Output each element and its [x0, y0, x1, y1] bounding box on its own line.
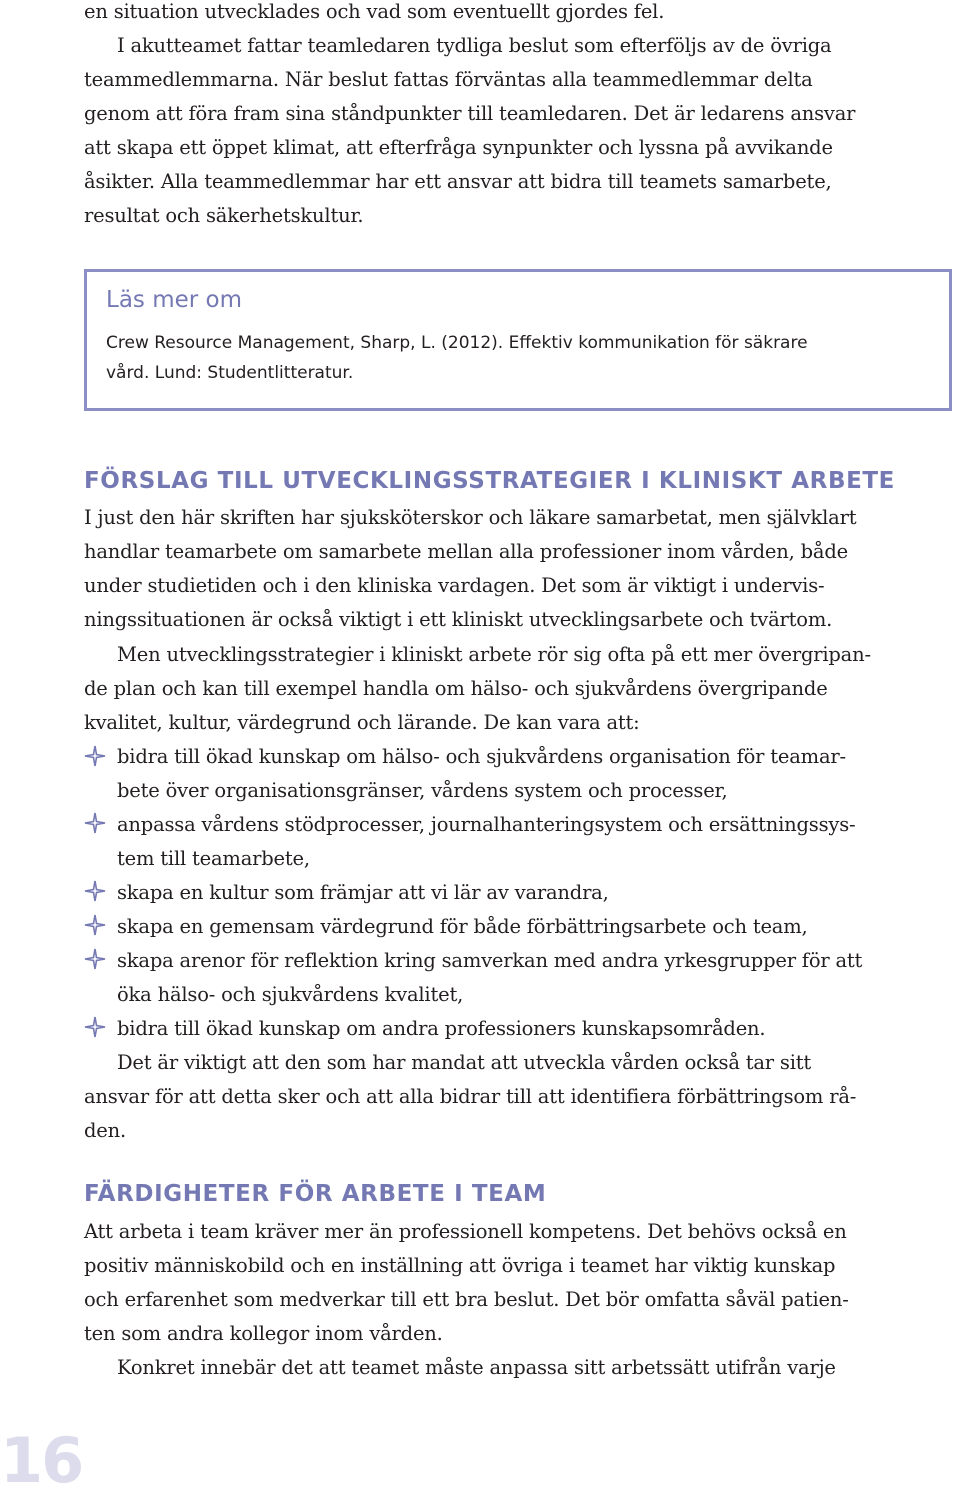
sparkle-bullet-icon [84, 1016, 106, 1038]
bullet-text: skapa en gemensam värdegrund för både förbättringsarbete och team, [117, 915, 808, 938]
sparkle-bullet-icon [84, 812, 106, 834]
intro-line: genom att föra fram sina ståndpunkter till teamledaren. Det är ledarens ansvar [84, 102, 856, 125]
paragraph-line: de plan och kan till exempel handla om hälso- och sjukvårdens övergripande [84, 677, 828, 700]
read-more-reference: Crew Resource Management, Sharp, L. (2012). Effektiv kommunikation för säkrare [106, 333, 808, 353]
bullet-text: bete över organisationsgränser, vårdens system och processer, [117, 779, 728, 802]
page-number: 16 [0, 1424, 83, 1497]
section-heading: FÖRSLAG TILL UTVECKLINGSSTRATEGIER I KLINISKT ARBETE [84, 468, 895, 494]
bullet-text: anpassa vårdens stödprocesser, journalhanteringsystem och ersättningssys- [117, 813, 856, 836]
sparkle-bullet-icon [84, 880, 106, 902]
paragraph-line: Att arbeta i team kräver mer än professionell kompetens. Det behövs också en [84, 1220, 847, 1243]
intro-line: resultat och säkerhetskultur. [84, 204, 364, 227]
read-more-title: Läs mer om [106, 287, 243, 313]
sparkle-bullet-icon [84, 745, 106, 767]
paragraph-line: ningssituationen är också viktigt i ett kliniskt utvecklingsarbete och tvärtom. [84, 608, 833, 631]
bullet-text: tem till teamarbete, [117, 847, 310, 870]
paragraph-line: Konkret innebär det att teamet måste anpassa sitt arbetssätt utifrån varje [117, 1356, 836, 1379]
intro-line: att skapa ett öppet klimat, att efterfråga synpunkter och lyssna på avvikande [84, 136, 833, 159]
intro-line: en situation utvecklades och vad som eventuellt gjordes fel. [84, 0, 665, 23]
paragraph-line: Det är viktigt att den som har mandat att utveckla vården också tar sitt [117, 1051, 812, 1074]
paragraph-line: under studietiden och i den kliniska vardagen. Det som är viktigt i undervis- [84, 574, 825, 597]
paragraph-line: och erfarenhet som medverkar till ett bra beslut. Det bör omfatta såväl patien- [84, 1288, 849, 1311]
bullet-text: öka hälso- och sjukvårdens kvalitet, [117, 983, 464, 1006]
paragraph-line: ansvar för att detta sker och att alla bidrar till att identifiera förbättringsom rå- [84, 1085, 857, 1108]
bullet-text: bidra till ökad kunskap om andra professioners kunskapsområden. [117, 1017, 766, 1040]
sparkle-bullet-icon [84, 948, 106, 970]
paragraph-line: I just den här skriften har sjuksköterskor och läkare samarbetat, men självklart [84, 506, 857, 529]
paragraph-line: handlar teamarbete om samarbete mellan alla professioner inom vården, både [84, 540, 848, 563]
bullet-text: bidra till ökad kunskap om hälso- och sjukvårdens organisation för teamar- [117, 745, 846, 768]
paragraph-line: positiv människobild och en inställning att övriga i teamet har viktig kunskap [84, 1254, 836, 1277]
paragraph-line: ten som andra kollegor inom vården. [84, 1322, 443, 1345]
sparkle-bullet-icon [84, 914, 106, 936]
paragraph-line: kvalitet, kultur, värdegrund och lärande. De kan vara att: [84, 711, 640, 734]
bullet-text: skapa arenor för reflektion kring samverkan med andra yrkesgrupper för att [117, 949, 863, 972]
bullet-text: skapa en kultur som främjar att vi lär av varandra, [117, 881, 609, 904]
paragraph-line: Men utvecklingsstrategier i kliniskt arbete rör sig ofta på ett mer övergripan- [117, 643, 871, 666]
read-more-reference: vård. Lund: Studentlitteratur. [106, 363, 354, 383]
intro-line: åsikter. Alla teammedlemmar har ett ansvar att bidra till teamets samarbete, [84, 170, 832, 193]
intro-line: teammedlemmarna. När beslut fattas förväntas alla teammedlemmar delta [84, 68, 813, 91]
section-heading: FÄRDIGHETER FÖR ARBETE I TEAM [84, 1181, 547, 1207]
paragraph-line: den. [84, 1119, 126, 1142]
intro-line: I akutteamet fattar teamledaren tydliga beslut som efterföljs av de övriga [117, 34, 832, 57]
